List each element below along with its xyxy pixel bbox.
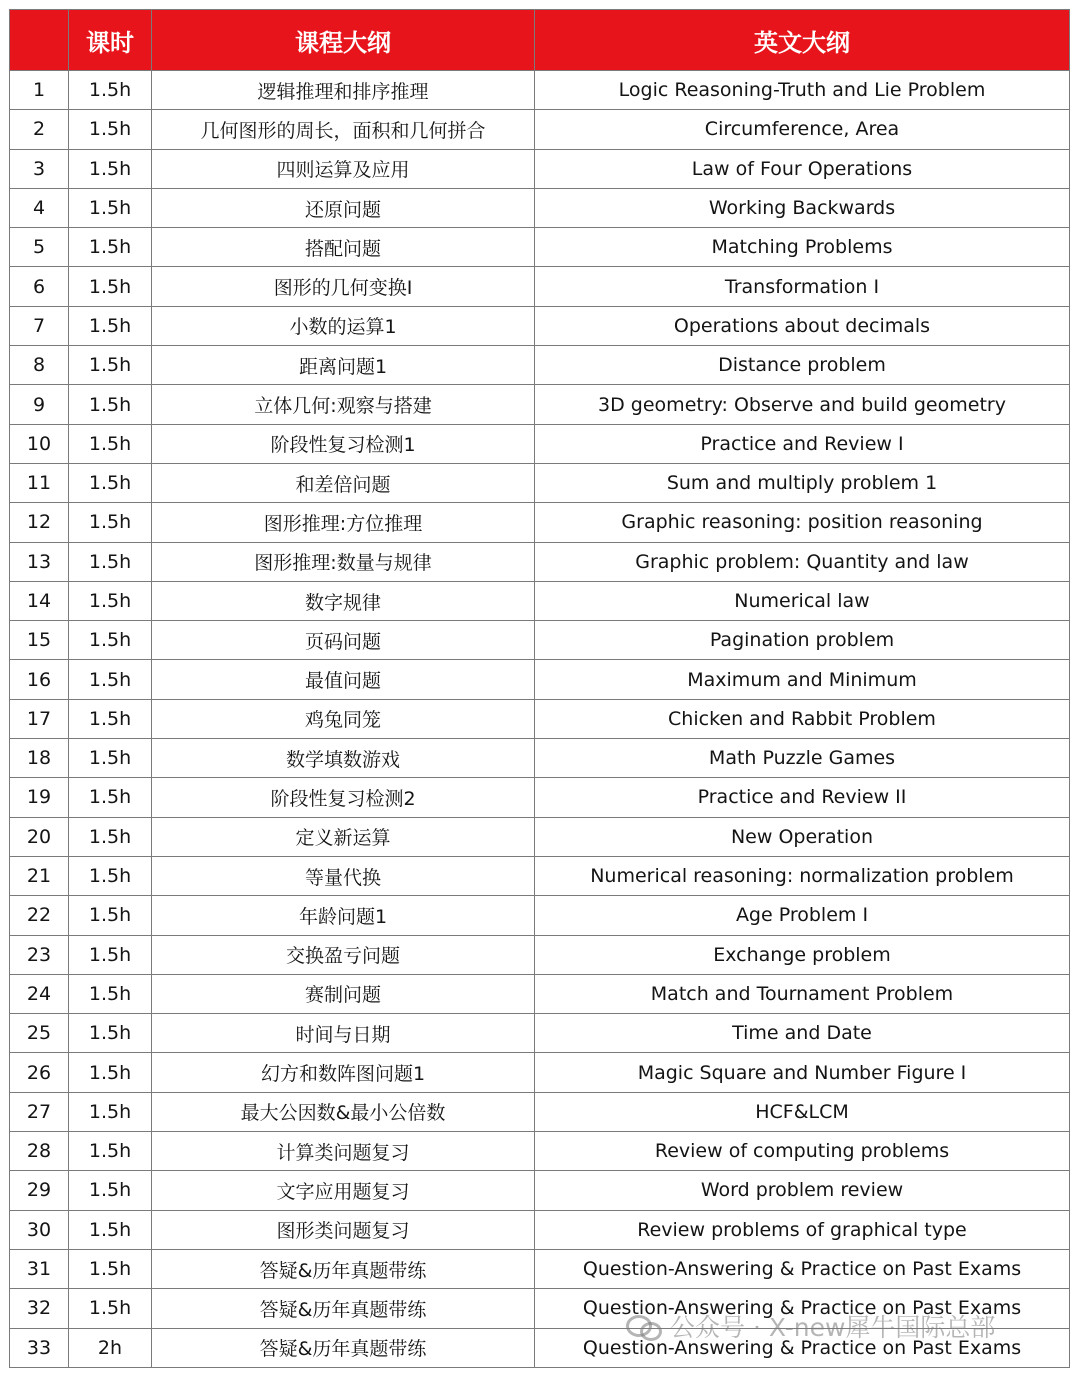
row-english-topic: Working Backwards: [535, 188, 1070, 227]
row-english-topic: Question-Answering & Practice on Past Exams: [535, 1249, 1070, 1288]
row-chinese-topic: 和差倍问题: [152, 463, 535, 502]
row-english-topic: Sum and multiply problem 1: [535, 463, 1070, 502]
table-row: [10, 778, 1070, 817]
row-english-topic: Question-Answering & Practice on Past Exams: [535, 1328, 1070, 1367]
row-number: 29: [10, 1171, 69, 1210]
row-hours: 1.5h: [69, 228, 152, 267]
row-chinese-topic: 图形类问题复习: [152, 1210, 535, 1249]
row-chinese-topic: 赛制问题: [152, 974, 535, 1013]
table-row: [10, 935, 1070, 974]
row-hours: 1.5h: [69, 542, 152, 581]
row-chinese-topic: 文字应用题复习: [152, 1171, 535, 1210]
table-row: [10, 1171, 1070, 1210]
row-hours: 1.5h: [69, 1249, 152, 1288]
row-hours: 1.5h: [69, 817, 152, 856]
row-number: 32: [10, 1289, 69, 1328]
row-chinese-topic: 图形推理:数量与规律: [152, 542, 535, 581]
row-number: 2: [10, 110, 69, 149]
row-english-topic: 3D geometry: Observe and build geometry: [535, 385, 1070, 424]
table-row: [10, 228, 1070, 267]
row-number: 31: [10, 1249, 69, 1288]
row-number: 30: [10, 1210, 69, 1249]
row-number: 16: [10, 660, 69, 699]
row-hours: 1.5h: [69, 739, 152, 778]
row-english-topic: Practice and Review I: [535, 424, 1070, 463]
row-hours: 1.5h: [69, 1171, 152, 1210]
table-row: [10, 503, 1070, 542]
table-row: [10, 581, 1070, 620]
row-hours: 1.5h: [69, 856, 152, 895]
row-number: 12: [10, 503, 69, 542]
row-english-topic: Graphic problem: Quantity and law: [535, 542, 1070, 581]
row-chinese-topic: 逻辑推理和排序推理: [152, 71, 535, 110]
row-number: 33: [10, 1328, 69, 1367]
row-chinese-topic: 数学填数游戏: [152, 739, 535, 778]
row-number: 13: [10, 542, 69, 581]
row-number: 10: [10, 424, 69, 463]
row-english-topic: Law of Four Operations: [535, 149, 1070, 188]
header-chinese-syllabus: 课程大纲: [152, 10, 535, 71]
row-hours: 1.5h: [69, 424, 152, 463]
row-number: 26: [10, 1053, 69, 1092]
table-row: [10, 463, 1070, 502]
row-chinese-topic: 等量代换: [152, 856, 535, 895]
row-english-topic: Numerical law: [535, 581, 1070, 620]
watermark-text: 公众号 · X-new犀牛国际总部: [670, 1313, 996, 1342]
row-number: 14: [10, 581, 69, 620]
row-number: 4: [10, 188, 69, 227]
row-number: 8: [10, 346, 69, 385]
row-hours: 1.5h: [69, 267, 152, 306]
row-hours: 1.5h: [69, 1210, 152, 1249]
row-hours: 1.5h: [69, 149, 152, 188]
row-hours: 1.5h: [69, 660, 152, 699]
row-chinese-topic: 幻方和数阵图问题1: [152, 1053, 535, 1092]
row-english-topic: Circumference, Area: [535, 110, 1070, 149]
row-number: 15: [10, 621, 69, 660]
row-english-topic: Question-Answering & Practice on Past Exams: [535, 1289, 1070, 1328]
row-chinese-topic: 最大公因数&最小公倍数: [152, 1092, 535, 1131]
row-number: 18: [10, 739, 69, 778]
table-row: [10, 739, 1070, 778]
table-row: [10, 896, 1070, 935]
row-english-topic: Practice and Review II: [535, 778, 1070, 817]
row-chinese-topic: 答疑&历年真题带练: [152, 1328, 535, 1367]
row-english-topic: New Operation: [535, 817, 1070, 856]
table-row: [10, 817, 1070, 856]
row-chinese-topic: 几何图形的周长，面积和几何拼合: [152, 110, 535, 149]
row-english-topic: Distance problem: [535, 346, 1070, 385]
row-number: 19: [10, 778, 69, 817]
row-chinese-topic: 交换盈亏问题: [152, 935, 535, 974]
header-hours: 课时: [69, 10, 152, 71]
table-row: [10, 1053, 1070, 1092]
table-body: [10, 71, 1070, 1368]
row-number: 25: [10, 1014, 69, 1053]
row-hours: 1.5h: [69, 463, 152, 502]
table-row: [10, 660, 1070, 699]
table-row: [10, 424, 1070, 463]
table-row: [10, 1210, 1070, 1249]
row-hours: 1.5h: [69, 1014, 152, 1053]
wechat-icon: [626, 1313, 662, 1339]
row-number: 17: [10, 699, 69, 738]
row-hours: 1.5h: [69, 778, 152, 817]
table-row: [10, 267, 1070, 306]
row-chinese-topic: 最值问题: [152, 660, 535, 699]
row-number: 6: [10, 267, 69, 306]
row-english-topic: Matching Problems: [535, 228, 1070, 267]
row-chinese-topic: 四则运算及应用: [152, 149, 535, 188]
row-hours: 1.5h: [69, 385, 152, 424]
row-hours: 1.5h: [69, 188, 152, 227]
row-english-topic: Operations about decimals: [535, 306, 1070, 345]
table-row: [10, 110, 1070, 149]
syllabus-table: [9, 9, 1070, 1368]
row-chinese-topic: 年龄问题1: [152, 896, 535, 935]
row-number: 23: [10, 935, 69, 974]
row-chinese-topic: 阶段性复习检测2: [152, 778, 535, 817]
row-hours: 1.5h: [69, 935, 152, 974]
row-number: 24: [10, 974, 69, 1013]
row-number: 7: [10, 306, 69, 345]
row-chinese-topic: 还原问题: [152, 188, 535, 227]
row-english-topic: Time and Date: [535, 1014, 1070, 1053]
watermark: [626, 1308, 995, 1344]
table-row: [10, 974, 1070, 1013]
row-chinese-topic: 图形的几何变换I: [152, 267, 535, 306]
table-row: [10, 385, 1070, 424]
row-english-topic: Match and Tournament Problem: [535, 974, 1070, 1013]
table-row: [10, 621, 1070, 660]
row-english-topic: Graphic reasoning: position reasoning: [535, 503, 1070, 542]
row-hours: 1.5h: [69, 896, 152, 935]
table-row: [10, 1092, 1070, 1131]
row-number: 21: [10, 856, 69, 895]
row-hours: 1.5h: [69, 699, 152, 738]
table-row: [10, 188, 1070, 227]
row-chinese-topic: 距离问题1: [152, 346, 535, 385]
row-chinese-topic: 答疑&历年真题带练: [152, 1249, 535, 1288]
row-hours: 1.5h: [69, 1092, 152, 1131]
table-row: [10, 542, 1070, 581]
row-hours: 1.5h: [69, 110, 152, 149]
row-number: 20: [10, 817, 69, 856]
row-number: 27: [10, 1092, 69, 1131]
row-chinese-topic: 定义新运算: [152, 817, 535, 856]
table-row: [10, 1132, 1070, 1171]
row-chinese-topic: 搭配问题: [152, 228, 535, 267]
row-chinese-topic: 图形推理:方位推理: [152, 503, 535, 542]
row-english-topic: Maximum and Minimum: [535, 660, 1070, 699]
row-chinese-topic: 鸡兔同笼: [152, 699, 535, 738]
row-hours: 1.5h: [69, 581, 152, 620]
row-number: 11: [10, 463, 69, 502]
table-row: [10, 856, 1070, 895]
row-english-topic: Pagination problem: [535, 621, 1070, 660]
row-hours: 1.5h: [69, 503, 152, 542]
table-row: [10, 346, 1070, 385]
row-chinese-topic: 时间与日期: [152, 1014, 535, 1053]
header-number: [10, 10, 69, 71]
row-number: 9: [10, 385, 69, 424]
row-hours: 1.5h: [69, 1289, 152, 1328]
row-chinese-topic: 答疑&历年真题带练: [152, 1289, 535, 1328]
row-number: 1: [10, 71, 69, 110]
row-number: 3: [10, 149, 69, 188]
row-english-topic: Review of computing problems: [535, 1132, 1070, 1171]
row-english-topic: Logic Reasoning-Truth and Lie Problem: [535, 71, 1070, 110]
table-row: [10, 306, 1070, 345]
row-hours: 1.5h: [69, 621, 152, 660]
header-english-syllabus: 英文大纲: [535, 10, 1070, 71]
row-hours: 1.5h: [69, 306, 152, 345]
row-english-topic: Transformation I: [535, 267, 1070, 306]
row-english-topic: Magic Square and Number Figure I: [535, 1053, 1070, 1092]
row-hours: 1.5h: [69, 346, 152, 385]
row-english-topic: Math Puzzle Games: [535, 739, 1070, 778]
row-hours: 1.5h: [69, 1132, 152, 1171]
table-row: [10, 1014, 1070, 1053]
row-chinese-topic: 小数的运算1: [152, 306, 535, 345]
row-english-topic: Exchange problem: [535, 935, 1070, 974]
row-number: 22: [10, 896, 69, 935]
row-number: 28: [10, 1132, 69, 1171]
row-english-topic: Review problems of graphical type: [535, 1210, 1070, 1249]
row-english-topic: Age Problem I: [535, 896, 1070, 935]
row-hours: 1.5h: [69, 974, 152, 1013]
row-hours: 1.5h: [69, 71, 152, 110]
table-row: [10, 1249, 1070, 1288]
row-english-topic: HCF&LCM: [535, 1092, 1070, 1131]
table-row: [10, 71, 1070, 110]
row-chinese-topic: 数字规律: [152, 581, 535, 620]
row-hours: 2h: [69, 1328, 152, 1367]
row-chinese-topic: 阶段性复习检测1: [152, 424, 535, 463]
header-row: [10, 10, 1070, 71]
row-english-topic: Numerical reasoning: normalization problem: [535, 856, 1070, 895]
row-english-topic: Word problem review: [535, 1171, 1070, 1210]
row-hours: 1.5h: [69, 1053, 152, 1092]
row-chinese-topic: 计算类问题复习: [152, 1132, 535, 1171]
row-english-topic: Chicken and Rabbit Problem: [535, 699, 1070, 738]
row-chinese-topic: 页码问题: [152, 621, 535, 660]
table-row: [10, 149, 1070, 188]
table-row: [10, 699, 1070, 738]
row-chinese-topic: 立体几何:观察与搭建: [152, 385, 535, 424]
row-number: 5: [10, 228, 69, 267]
